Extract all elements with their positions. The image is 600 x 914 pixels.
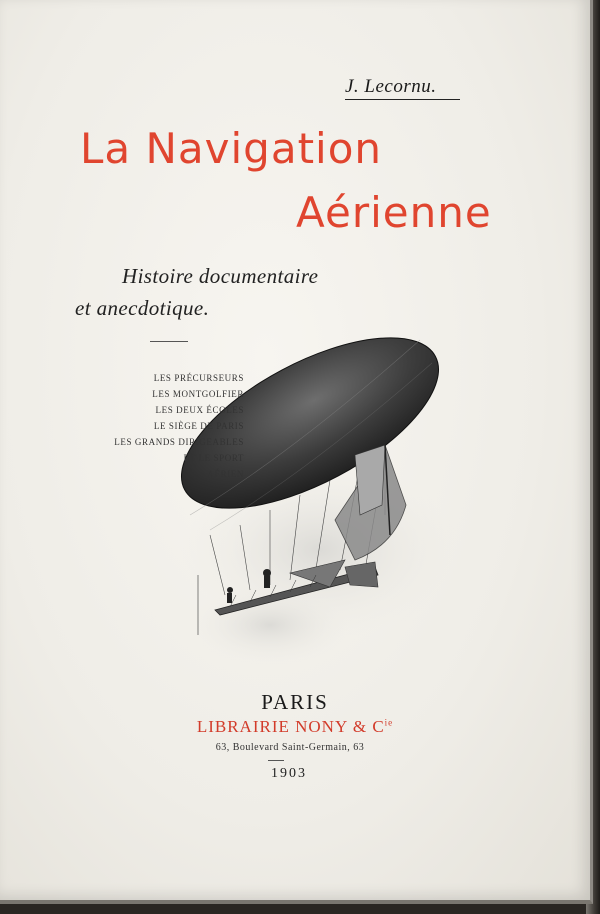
imprint-divider [268,760,284,761]
chapter-item: LES DEUX ÉCOLES [155,405,244,415]
publisher-suffix: ie [384,717,394,728]
book-title-line-2: Aérienne [296,188,492,237]
chapter-item: LES GRANDS DIRIGEABLES [114,437,244,447]
chapter-item: LES MONTGOLFIER [152,389,244,399]
subtitle-line-2: et anecdotique. [75,296,210,320]
author-name: J. Lecornu. [345,76,460,100]
publisher-name [0,717,590,737]
chapter-item: ET LE SPORT [183,453,244,463]
airship-illustration [170,305,460,665]
book-title-line-1: La Navigation [80,124,383,173]
chapter-item: LES PRÉCURSEURS [153,373,244,383]
publication-year: 1903 [271,766,307,781]
imprint-city: PARIS [261,690,329,714]
subtitle-line-1: Histoire documentaire [122,264,319,288]
chapter-list [60,370,244,482]
publisher-address: 63, Boulevard Saint-Germain, 63 [215,742,365,753]
chapter-item: LE SIÈGE DE PARIS [153,421,244,431]
publisher-label: LIBRAIRIE NONY & C [196,717,385,736]
chapter-item: AÉRIEN [207,469,244,479]
